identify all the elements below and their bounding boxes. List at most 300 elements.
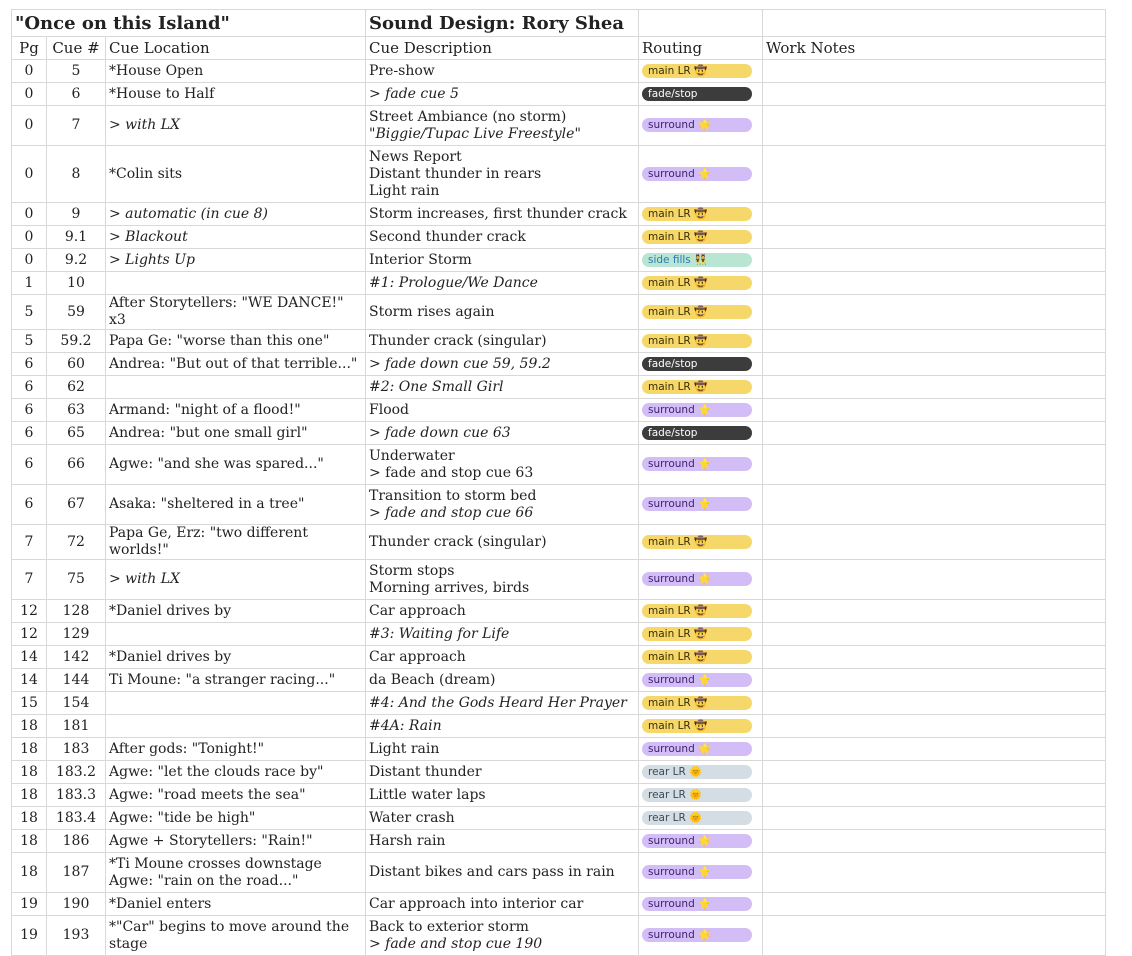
cue-number-cell[interactable]: 129 [47,623,106,646]
cue-description-cell[interactable] [366,560,639,600]
page-cell[interactable]: 18 [12,761,47,784]
cue-location-cell[interactable] [106,525,366,560]
page-cell[interactable]: 18 [12,715,47,738]
cue-description-text: > fade and stop cue 63 [369,464,534,481]
cue-location-cell[interactable] [106,249,366,272]
empty-cell[interactable] [639,10,763,37]
page-cell[interactable]: 18 [12,807,47,830]
cue-location-cell[interactable] [106,692,366,715]
cue-row [12,893,1106,916]
cue-description-text: Thunder crack (singular) [369,533,547,550]
cue-row [12,600,1106,623]
page-cell[interactable]: 0 [12,146,47,203]
page-cell[interactable]: 0 [12,203,47,226]
page-cell[interactable]: 18 [12,738,47,761]
cue-row [12,60,1106,83]
work-notes-cell[interactable] [763,272,1106,295]
cue-description-text: Harsh rain [369,832,446,849]
cue-description-text: Distant thunder [369,763,482,780]
cue-description-cell[interactable] [366,761,639,784]
work-notes-cell[interactable] [763,106,1106,146]
cue-location-cell[interactable] [106,853,366,893]
routing-chip-main[interactable]: main LR 🤠 [642,64,752,78]
cue-location-cell[interactable] [106,376,366,399]
cue-row [12,422,1106,445]
work-notes-cell[interactable] [763,226,1106,249]
work-notes-cell[interactable] [763,376,1106,399]
cue-number-cell[interactable]: 183.3 [47,784,106,807]
work-notes-cell[interactable] [763,646,1106,669]
work-notes-cell[interactable] [763,560,1106,600]
page-cell[interactable]: 6 [12,422,47,445]
cue-description-text: Storm increases, first thunder crack [369,205,627,222]
cue-row [12,83,1106,106]
cue-location-text: *House to Half [109,85,215,102]
routing-chip-main[interactable]: main LR 🤠 [642,207,752,221]
routing-cell[interactable] [639,807,763,830]
cue-location-text: *Colin sits [109,165,183,182]
cue-row [12,623,1106,646]
cue-description-text: Street Ambiance (no storm) [369,108,567,125]
cue-row [12,106,1106,146]
routing-chip-surround[interactable]: surround 🌟 [642,497,752,511]
routing-chip-surround[interactable]: surround 🌟 [642,928,752,942]
cue-description-cell[interactable] [366,807,639,830]
cue-description-cell[interactable] [366,692,639,715]
cue-description-cell[interactable] [366,226,639,249]
routing-chip-rear[interactable]: rear LR 🌞 [642,811,752,825]
routing-cell[interactable] [639,623,763,646]
cue-row [12,295,1106,330]
cue-description-text: Second thunder crack [369,228,526,245]
cue-location-text: Armand: "night of a flood!" [109,401,301,418]
page-cell[interactable]: 7 [12,560,47,600]
cue-location-cell[interactable] [106,715,366,738]
cue-location-cell[interactable] [106,146,366,203]
cue-location-cell[interactable] [106,226,366,249]
cue-row [12,830,1106,853]
header-row [12,37,1106,60]
routing-cell[interactable] [639,330,763,353]
cue-row [12,445,1106,485]
work-notes-cell[interactable] [763,203,1106,226]
header-pg[interactable]: Pg [12,37,47,60]
cue-location-cell[interactable] [106,807,366,830]
routing-cell[interactable] [639,399,763,422]
cue-description-cell[interactable] [366,330,639,353]
cue-number-cell[interactable]: 66 [47,445,106,485]
work-notes-cell[interactable] [763,525,1106,560]
page-cell[interactable]: 5 [12,330,47,353]
work-notes-cell[interactable] [763,445,1106,485]
cue-description-cell[interactable] [366,272,639,295]
routing-chip-surround[interactable]: surround 🌟 [642,897,752,911]
routing-cell[interactable] [639,646,763,669]
cue-row [12,525,1106,560]
cue-description-text: Light rain [369,182,440,199]
cue-location-cell[interactable] [106,106,366,146]
cue-location-cell[interactable] [106,272,366,295]
cue-number-cell[interactable]: 63 [47,399,106,422]
cue-description-cell[interactable] [366,60,639,83]
cue-location-text: *"Car" begins to move around the stage [109,918,350,952]
work-notes-cell[interactable] [763,738,1106,761]
cue-location-text: *Ti Moune crosses downstage [109,855,322,872]
routing-cell[interactable] [639,249,763,272]
routing-chip-surround[interactable]: surround 🌟 [642,167,752,181]
page-cell[interactable]: 1 [12,272,47,295]
routing-chip-main[interactable]: main LR 🤠 [642,627,752,641]
cue-location-text: > with LX [109,571,180,587]
cue-description-cell[interactable] [366,853,639,893]
routing-cell[interactable] [639,738,763,761]
page-cell[interactable]: 18 [12,784,47,807]
cue-description-cell[interactable] [366,249,639,272]
work-notes-cell[interactable] [763,715,1106,738]
cue-number-cell[interactable]: 183 [47,738,106,761]
work-notes-cell[interactable] [763,692,1106,715]
routing-chip-side[interactable]: side fills 👯 [642,253,752,267]
header-cue-description[interactable]: Cue Description [366,37,639,60]
cue-location-cell[interactable] [106,422,366,445]
cue-location-text: Agwe: "tide be high" [109,809,256,826]
page-cell[interactable]: 0 [12,106,47,146]
cue-description-cell[interactable] [366,623,639,646]
page-cell[interactable]: 19 [12,893,47,916]
cue-location-cell[interactable] [106,623,366,646]
routing-cell[interactable] [639,600,763,623]
cue-number-cell[interactable]: 183.2 [47,761,106,784]
cue-number-cell[interactable]: 128 [47,600,106,623]
cue-location-cell[interactable] [106,893,366,916]
routing-chip-main[interactable]: main LR 🤠 [642,696,752,710]
routing-chip-main[interactable]: main LR 🤠 [642,305,752,319]
cue-description-text: "Biggie/Tupac Live Freestyle" [369,125,581,142]
routing-chip-main[interactable]: main LR 🤠 [642,535,752,549]
page-cell[interactable]: 7 [12,525,47,560]
routing-chip-fade[interactable]: fade/stop [642,87,752,101]
header-routing[interactable]: Routing [639,37,763,60]
page-cell[interactable]: 12 [12,600,47,623]
cue-location-cell[interactable] [106,669,366,692]
routing-cell[interactable] [639,853,763,893]
cue-number-cell[interactable]: 6 [47,83,106,106]
cue-number-cell[interactable]: 62 [47,376,106,399]
cue-number-cell[interactable]: 181 [47,715,106,738]
work-notes-cell[interactable] [763,807,1106,830]
routing-cell[interactable] [639,893,763,916]
cue-number-cell[interactable]: 8 [47,146,106,203]
cue-description-text: #4A: Rain [369,717,442,734]
cue-location-cell[interactable] [106,485,366,525]
work-notes-cell[interactable] [763,761,1106,784]
page-cell[interactable]: 6 [12,399,47,422]
cue-location-text: > Blackout [109,228,188,245]
page-cell[interactable]: 0 [12,249,47,272]
cue-location-text: After gods: "Tonight!" [109,740,265,757]
routing-cell[interactable] [639,761,763,784]
cue-row [12,761,1106,784]
cue-number-cell[interactable]: 72 [47,525,106,560]
cue-location-text: Agwe: "and she was spared..." [109,456,324,472]
routing-cell[interactable] [639,784,763,807]
cue-description-cell[interactable] [366,353,639,376]
cue-description-cell[interactable] [366,146,639,203]
routing-chip-surround[interactable]: surround 🌟 [642,572,752,586]
page-cell[interactable]: 6 [12,485,47,525]
cue-number-cell[interactable]: 7 [47,106,106,146]
cue-description-cell[interactable] [366,485,639,525]
cue-row [12,376,1106,399]
cue-row [12,692,1106,715]
cue-number-cell[interactable]: 186 [47,830,106,853]
work-notes-cell[interactable] [763,83,1106,106]
cue-description-cell[interactable] [366,399,639,422]
cue-number-cell[interactable]: 75 [47,560,106,600]
work-notes-cell[interactable] [763,485,1106,525]
routing-cell[interactable] [639,226,763,249]
routing-cell[interactable] [639,830,763,853]
routing-cell[interactable] [639,295,763,330]
work-notes-cell[interactable] [763,146,1106,203]
routing-cell[interactable] [639,422,763,445]
show-title[interactable]: "Once on this Island" [12,10,366,37]
cue-description-text: da Beach (dream) [369,671,496,688]
cue-location-cell[interactable] [106,646,366,669]
page-cell[interactable]: 6 [12,376,47,399]
cue-row [12,203,1106,226]
cue-number-cell[interactable]: 65 [47,422,106,445]
cue-location-text: *Daniel enters [109,895,212,912]
routing-cell[interactable] [639,692,763,715]
routing-chip-surround[interactable]: surround 🌟 [642,865,752,879]
page-cell[interactable]: 6 [12,353,47,376]
cue-number-cell[interactable]: 142 [47,646,106,669]
page-cell[interactable]: 14 [12,646,47,669]
routing-cell[interactable] [639,83,763,106]
cue-location-cell[interactable] [106,330,366,353]
cue-description-text: Back to exterior storm [369,918,529,935]
work-notes-cell[interactable] [763,830,1106,853]
cue-number-cell[interactable]: 60 [47,353,106,376]
cue-description-cell[interactable] [366,83,639,106]
work-notes-cell[interactable] [763,330,1106,353]
page-cell[interactable]: 15 [12,692,47,715]
cue-location-cell[interactable] [106,445,366,485]
routing-cell[interactable] [639,272,763,295]
cue-location-cell[interactable] [106,600,366,623]
cue-location-text: > with LX [109,117,180,133]
cue-row [12,485,1106,525]
cue-location-text: *House Open [109,62,204,79]
cue-description-cell[interactable] [366,445,639,485]
cue-description-text: Car approach [369,602,466,619]
cue-location-text: *Daniel drives by [109,602,232,619]
cue-description-text: Little water laps [369,786,486,803]
work-notes-cell[interactable] [763,249,1106,272]
page-cell[interactable]: 0 [12,60,47,83]
cue-description-text: Interior Storm [369,251,472,268]
page-cell[interactable]: 14 [12,669,47,692]
cue-description-text: > fade down cue 59, 59.2 [369,355,551,372]
routing-cell[interactable] [639,203,763,226]
cue-description-text: Flood [369,401,410,418]
cue-description-cell[interactable] [366,646,639,669]
cue-location-cell[interactable] [106,784,366,807]
work-notes-cell[interactable] [763,893,1106,916]
cue-description-text: #4: And the Gods Heard Her Prayer [369,694,627,711]
work-notes-cell[interactable] [763,669,1106,692]
cue-number-cell[interactable]: 59 [47,295,106,330]
cue-description-text: Underwater [369,447,455,464]
cue-location-cell[interactable] [106,60,366,83]
header-cue-location[interactable]: Cue Location [106,37,366,60]
routing-cell[interactable] [639,60,763,83]
sound-designer[interactable]: Sound Design: Rory Shea [366,10,639,37]
routing-cell[interactable] [639,353,763,376]
cue-location-cell[interactable] [106,203,366,226]
cue-description-text: Storm rises again [369,303,495,320]
page-cell[interactable]: 18 [12,853,47,893]
cue-location-cell[interactable] [106,761,366,784]
work-notes-cell[interactable] [763,623,1106,646]
cue-description-cell[interactable] [366,738,639,761]
cue-number-cell[interactable]: 9.2 [47,249,106,272]
cue-row [12,853,1106,893]
cue-row [12,784,1106,807]
routing-chip-surround[interactable]: surround 🌟 [642,742,752,756]
page-cell[interactable]: 19 [12,916,47,956]
cue-description-cell[interactable] [366,669,639,692]
cue-description-cell[interactable] [366,830,639,853]
cue-description-cell[interactable] [366,376,639,399]
routing-cell[interactable] [639,106,763,146]
routing-chip-main[interactable]: main LR 🤠 [642,650,752,664]
cue-number-cell[interactable]: 183.4 [47,807,106,830]
cue-number-cell[interactable]: 10 [47,272,106,295]
cue-description-cell[interactable] [366,106,639,146]
cue-location-cell[interactable] [106,830,366,853]
page-cell[interactable]: 0 [12,83,47,106]
routing-cell[interactable] [639,715,763,738]
routing-cell[interactable] [639,669,763,692]
cue-description-text: > fade and stop cue 66 [369,504,534,521]
cue-location-text: Papa Ge, Erz: "two different worlds!" [109,525,308,558]
cue-description-text: Car approach into interior car [369,895,584,912]
cue-number-cell[interactable]: 5 [47,60,106,83]
page-cell[interactable]: 12 [12,623,47,646]
cue-location-cell[interactable] [106,738,366,761]
empty-cell[interactable] [763,10,1106,37]
cue-number-cell[interactable]: 67 [47,485,106,525]
routing-cell[interactable] [639,445,763,485]
routing-chip-main[interactable]: main LR 🤠 [642,276,752,290]
cue-location-cell[interactable] [106,560,366,600]
cue-number-cell[interactable]: 193 [47,916,106,956]
routing-cell[interactable] [639,485,763,525]
routing-cell[interactable] [639,525,763,560]
work-notes-cell[interactable] [763,422,1106,445]
cue-description-cell[interactable] [366,893,639,916]
routing-chip-fade[interactable]: fade/stop [642,357,752,371]
routing-cell[interactable] [639,376,763,399]
routing-chip-rear[interactable]: rear LR 🌞 [642,765,752,779]
cue-description-text: > fade down cue 63 [369,424,511,441]
header-work-notes[interactable]: Work Notes [763,37,1106,60]
cue-description-cell[interactable] [366,203,639,226]
cue-description-text: #1: Prologue/We Dance [369,274,538,291]
work-notes-cell[interactable] [763,784,1106,807]
cue-number-cell[interactable]: 9.1 [47,226,106,249]
routing-cell[interactable] [639,560,763,600]
routing-chip-surround[interactable]: surround 🌟 [642,834,752,848]
work-notes-cell[interactable] [763,60,1106,83]
cue-number-cell[interactable]: 59.2 [47,330,106,353]
routing-chip-surround[interactable]: surround 🌟 [642,673,752,687]
cue-description-cell[interactable] [366,600,639,623]
cue-description-text: Storm stops [369,562,455,579]
routing-chip-surround[interactable]: surround 🌟 [642,118,752,132]
routing-chip-rear[interactable]: rear LR 🌞 [642,788,752,802]
cue-description-cell[interactable] [366,784,639,807]
page-cell[interactable]: 6 [12,445,47,485]
cue-description-text: Light rain [369,740,440,757]
header-cue-number[interactable]: Cue # [47,37,106,60]
cue-description-cell[interactable] [366,422,639,445]
routing-chip-main[interactable]: main LR 🤠 [642,719,752,733]
work-notes-cell[interactable] [763,353,1106,376]
routing-cell[interactable] [639,146,763,203]
cue-number-cell[interactable]: 190 [47,893,106,916]
routing-chip-main[interactable]: main LR 🤠 [642,334,752,348]
cue-number-cell[interactable]: 9 [47,203,106,226]
cue-location-cell[interactable] [106,295,366,330]
cue-description-cell[interactable] [366,525,639,560]
cue-location-text: Agwe: "road meets the sea" [109,786,306,803]
cue-number-cell[interactable]: 187 [47,853,106,893]
work-notes-cell[interactable] [763,600,1106,623]
routing-chip-main[interactable]: main LR 🤠 [642,604,752,618]
routing-chip-surround[interactable]: surround 🌟 [642,457,752,471]
cue-number-cell[interactable]: 144 [47,669,106,692]
work-notes-cell[interactable] [763,399,1106,422]
cue-row [12,226,1106,249]
cue-row [12,399,1106,422]
cue-location-text: Asaka: "sheltered in a tree" [109,496,305,512]
routing-chip-main[interactable]: main LR 🤠 [642,380,752,394]
cue-description-text: Car approach [369,648,466,665]
cue-number-cell[interactable]: 154 [47,692,106,715]
cue-description-cell[interactable] [366,295,639,330]
work-notes-cell[interactable] [763,295,1106,330]
routing-chip-main[interactable]: main LR 🤠 [642,230,752,244]
cue-row [12,249,1106,272]
cue-description-text: > fade and stop cue 190 [369,935,543,952]
cue-location-cell[interactable] [106,83,366,106]
cue-row [12,669,1106,692]
cue-description-text: #2: One Small Girl [369,378,504,395]
cue-location-cell[interactable] [106,399,366,422]
routing-chip-fade[interactable]: fade/stop [642,426,752,440]
cue-location-text: Agwe: "rain on the road..." [109,872,299,889]
cue-description-cell[interactable] [366,715,639,738]
page-cell[interactable]: 18 [12,830,47,853]
work-notes-cell[interactable] [763,853,1106,893]
page-cell[interactable]: 0 [12,226,47,249]
routing-chip-surround[interactable]: surround 🌟 [642,403,752,417]
cue-location-cell[interactable] [106,353,366,376]
page-cell[interactable]: 5 [12,295,47,330]
